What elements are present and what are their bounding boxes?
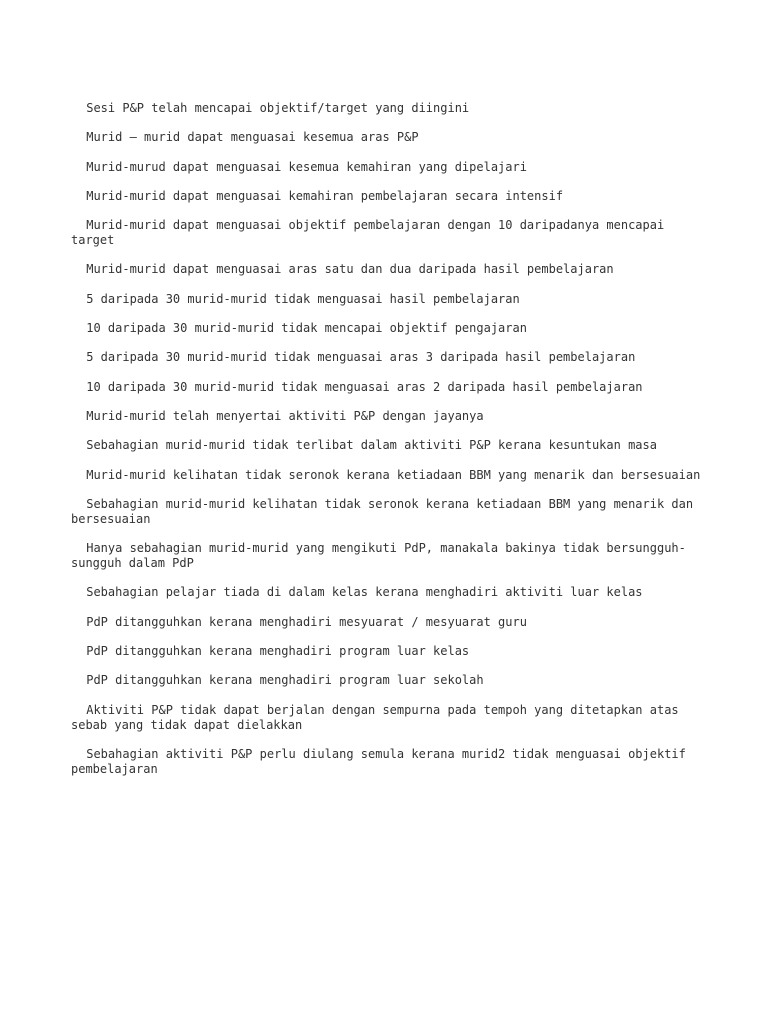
list-item-text: Murid – murid dapat menguasai kesemua aras P&P: [86, 130, 419, 145]
list-item: [71, 409, 701, 424]
list-item: [71, 703, 701, 733]
list-item-text: PdP ditangguhkan kerana menghadiri mesyuarat / mesyuarat guru: [86, 614, 527, 629]
list-item: [71, 468, 701, 483]
list-item-text: 10 daripada 30 murid-murid tidak menguasai aras 2 daripada hasil pembelajaran: [86, 379, 643, 394]
list-item: [71, 160, 701, 175]
list-item: [71, 497, 701, 527]
list-item-text: Sebahagian murid-murid tidak terlibat dalam aktiviti P&P kerana kesuntukan masa: [86, 438, 657, 453]
list-item-text: Murid-murid dapat menguasai kemahiran pembelajaran secara intensif: [86, 188, 564, 203]
list-item: [71, 218, 701, 248]
list-item-text: Sebahagian murid-murid kelihatan tidak seronok kerana ketiadaan BBM yang menarik dan bersesuaian: [71, 496, 694, 526]
list-item-text: 5 daripada 30 murid-murid tidak menguasai hasil pembelajaran: [86, 291, 520, 306]
list-item: [71, 292, 701, 307]
list-item-text: PdP ditangguhkan kerana menghadiri program luar sekolah: [86, 673, 484, 688]
list-item-text: Sebahagian aktiviti P&P perlu diulang semula kerana murid2 tidak menguasai objektif pembelajaran: [71, 746, 686, 776]
list-item: [71, 541, 701, 571]
list-item-text: 10 daripada 30 murid-murid tidak mencapai objektif pengajaran: [86, 321, 527, 336]
list-item-text: Aktiviti P&P tidak dapat berjalan dengan sempurna pada tempoh yang ditetapkan atas sebab yang tidak dapat dielakkan: [71, 702, 679, 732]
list-item: [71, 380, 701, 395]
list-item: [71, 130, 701, 145]
list-item-text: Murid-murid telah menyertai aktiviti P&P dengan jayanya: [86, 408, 484, 423]
list-item: [71, 673, 701, 688]
list-item: [71, 644, 701, 659]
list-item: [71, 350, 701, 365]
list-item-text: Murid-murid dapat menguasai objektif pembelajaran dengan 10 daripadanya mencapai target: [71, 218, 665, 248]
list-item: [71, 585, 701, 600]
list-item: [71, 615, 701, 630]
list-item: [71, 189, 701, 204]
list-item-text: 5 daripada 30 murid-murid tidak menguasai aras 3 daripada hasil pembelajaran: [86, 350, 636, 365]
list-item: [71, 438, 701, 453]
list-item-text: Hanya sebahagian murid-murid yang mengikuti PdP, manakala bakinya tidak bersungguh-sungguh dalam PdP: [71, 541, 686, 571]
list-item-text: Murid-murid dapat menguasai aras satu dan dua daripada hasil pembelajaran: [86, 262, 614, 277]
list-item-text: Sebahagian pelajar tiada di dalam kelas kerana menghadiri aktiviti luar kelas: [86, 585, 643, 600]
document-body: [71, 101, 701, 791]
list-item-text: PdP ditangguhkan kerana menghadiri program luar kelas: [86, 644, 470, 659]
list-item: [71, 747, 701, 777]
list-item: [71, 262, 701, 277]
list-item: [71, 101, 701, 116]
list-item-text: Murid-murid kelihatan tidak seronok kerana ketiadaan BBM yang menarik dan bersesuaian: [86, 467, 701, 482]
list-item: [71, 321, 701, 336]
list-item-text: Sesi P&P telah mencapai objektif/target yang diingini: [86, 101, 470, 115]
list-item-text: Murid-murud dapat menguasai kesemua kemahiran yang dipelajari: [86, 159, 527, 174]
